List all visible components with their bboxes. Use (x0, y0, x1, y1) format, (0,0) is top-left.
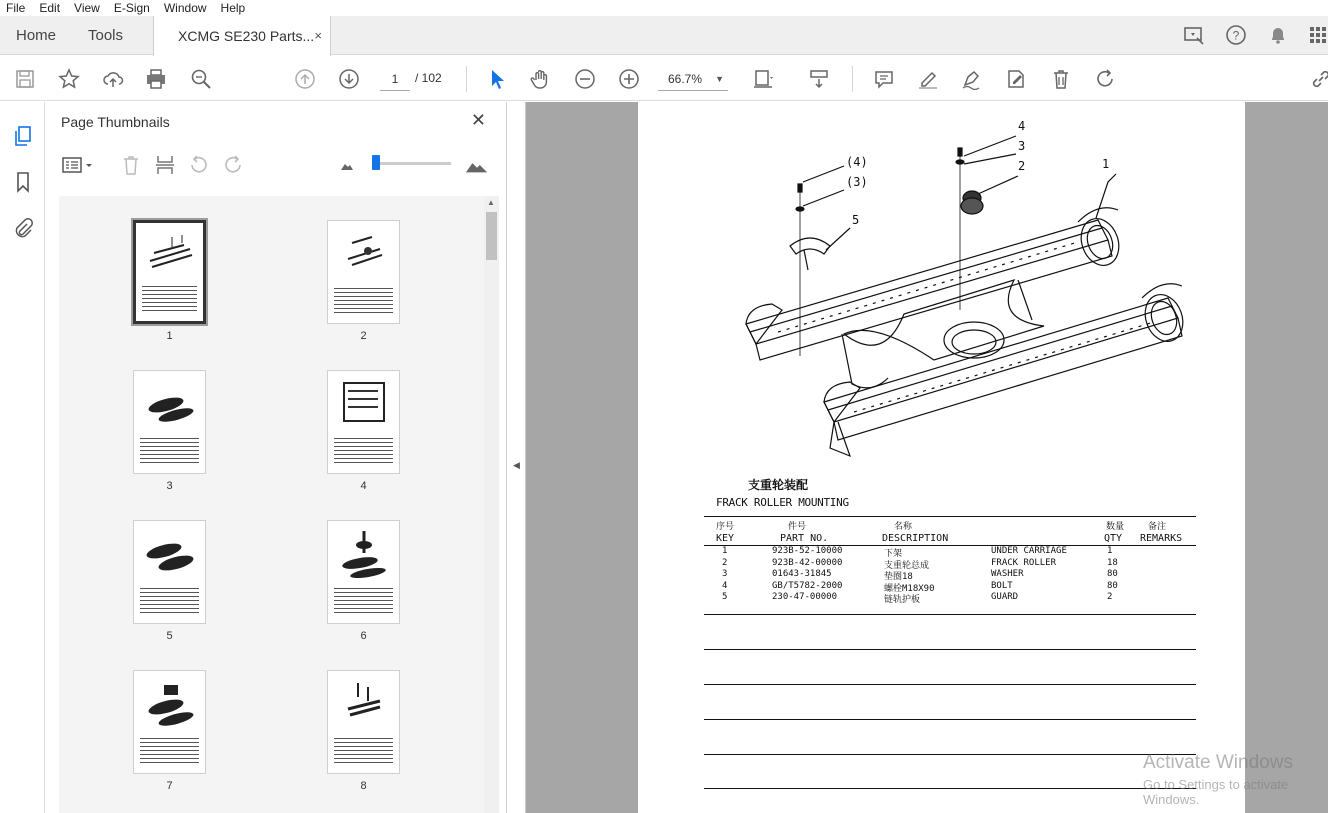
thumbnail-table (334, 585, 393, 615)
scroll-up-icon[interactable]: ▲ (487, 198, 495, 207)
row-desc: WASHER (991, 569, 1024, 580)
row-cn: 螺栓M18X90 (884, 583, 935, 594)
panel-title: Page Thumbnails (61, 114, 170, 130)
page-thumbnail[interactable] (327, 370, 400, 474)
thumbnails-list (59, 196, 484, 813)
attachment-icon[interactable] (11, 216, 35, 240)
toolbar-divider (852, 66, 853, 92)
thumbnail-label: 7 (166, 780, 173, 792)
thumbnail-drawing (144, 379, 196, 429)
header-qty: QTY (1104, 533, 1123, 544)
thumbnail-size-slider[interactable] (375, 162, 451, 165)
table-row (704, 569, 1196, 581)
thumbnail-label: 8 (360, 780, 367, 792)
tab-close-icon[interactable]: × (314, 28, 322, 43)
toolbar-divider (466, 66, 467, 92)
table-rule (704, 754, 1196, 755)
page-fit-icon[interactable] (750, 66, 776, 92)
thumbnail-drawing (146, 231, 198, 281)
row-cn: 链轨护板 (884, 595, 921, 606)
slider-handle[interactable] (372, 155, 380, 170)
page-thumbnail[interactable] (133, 670, 206, 774)
header-desc: DESCRIPTION (882, 533, 949, 544)
menu-help[interactable]: Help (220, 1, 246, 15)
thumbnails-scrollbar[interactable] (484, 196, 499, 813)
thumbnail-label: 2 (360, 330, 367, 342)
row-part: GB/T5782-2000 (772, 580, 843, 591)
next-page-icon[interactable] (336, 66, 362, 92)
star-icon[interactable] (56, 66, 82, 92)
document-canvas[interactable] (526, 102, 1328, 813)
menu-esign[interactable]: E-Sign (113, 1, 150, 15)
row-qty: 1 (1107, 546, 1113, 556)
select-cursor-icon[interactable] (484, 66, 510, 92)
page-thumbnails-icon[interactable] (11, 124, 35, 148)
activate-windows-watermark: Activate Windows (1143, 752, 1293, 773)
page-title-chinese: 支重轮装配 (748, 478, 809, 492)
row-desc: UNDER CARRIAGE (991, 546, 1067, 556)
row-part: 230-47-00000 (772, 592, 838, 603)
row-part: 923B-42-00000 (772, 557, 843, 568)
svg-text:?: ? (1232, 28, 1240, 43)
header-qty-cn: 数量 (1106, 522, 1125, 532)
small-thumbnails-icon[interactable] (335, 153, 359, 177)
document-area (507, 102, 1328, 813)
thumbnails-panel (45, 102, 507, 813)
rotate-icon[interactable] (1092, 66, 1118, 92)
thumbnail-table (140, 435, 199, 465)
thumbnail-drawing (144, 679, 196, 729)
header-key-cn: 序号 (716, 522, 735, 532)
tab-document-label: XCMG SE230 Parts... (178, 28, 315, 44)
page-number-input[interactable]: 1 (380, 67, 410, 91)
thumbnail-options-icon[interactable] (60, 153, 96, 177)
undercarriage-drawing (638, 102, 1245, 472)
pdf-page (638, 102, 1245, 813)
hand-tool-icon[interactable] (528, 66, 554, 92)
row-part: 01643-31845 (772, 569, 832, 580)
tab-tools[interactable]: Tools (88, 27, 124, 44)
row-qty: 80 (1107, 569, 1118, 580)
header-part-cn: 件号 (788, 522, 807, 532)
thumbnail-table (140, 585, 199, 615)
callout-5: 5 (852, 213, 860, 227)
table-row (704, 592, 1196, 604)
bell-icon[interactable] (1267, 24, 1289, 46)
rotate-left-icon[interactable] (187, 153, 211, 177)
header-part: PART NO. (780, 533, 829, 544)
row-desc: GUARD (991, 592, 1019, 603)
thumbnail-drawing (338, 229, 390, 279)
thumbnail-table (142, 283, 197, 313)
callout-3: 3 (1018, 139, 1026, 153)
trash-icon[interactable] (1048, 66, 1074, 92)
row-qty: 80 (1107, 580, 1118, 591)
tab-document[interactable] (153, 16, 331, 56)
menu-edit[interactable]: Edit (39, 1, 61, 15)
table-rule (704, 719, 1196, 720)
header-remarks-cn: 备注 (1148, 522, 1167, 532)
thumbnail-table (334, 285, 393, 315)
menu-view[interactable]: View (74, 1, 100, 15)
thumbnail-label: 3 (166, 480, 173, 492)
share-screen-icon[interactable] (1183, 24, 1205, 46)
header-desc-cn: 名称 (894, 522, 913, 532)
left-rail (0, 102, 45, 813)
zoom-level-select[interactable] (658, 67, 728, 91)
table-row (704, 546, 1196, 558)
help-icon[interactable] (1225, 24, 1247, 46)
table-rule (704, 788, 1196, 789)
parts-table-header (704, 516, 1196, 546)
insert-page-icon[interactable] (153, 153, 177, 177)
page-total: / 102 (415, 71, 442, 85)
page-thumbnail[interactable] (327, 220, 400, 324)
prev-page-icon[interactable] (292, 66, 318, 92)
tab-bar (0, 16, 1328, 55)
save-icon[interactable] (12, 66, 38, 92)
link-icon[interactable] (1308, 66, 1328, 92)
row-qty: 2 (1107, 592, 1113, 603)
thumbnail-table (334, 435, 393, 465)
row-cn: 垫圈18 (884, 572, 913, 583)
row-key: 2 (722, 557, 728, 568)
page-thumbnail[interactable] (133, 520, 206, 624)
panel-toolbar (45, 146, 507, 186)
table-row (704, 581, 1196, 593)
chevron-down-icon: ▼ (715, 73, 724, 84)
tab-home[interactable]: Home (16, 27, 57, 44)
highlight-pen-icon[interactable] (915, 66, 941, 92)
table-rule (704, 649, 1196, 650)
apps-grid-icon[interactable] (1307, 24, 1328, 46)
thumbnail-drawing (338, 379, 390, 429)
zoom-search-icon[interactable] (188, 66, 214, 92)
menu-window[interactable]: Window (163, 1, 207, 15)
delete-page-icon[interactable] (119, 153, 143, 177)
callout-paren-4: (4) (846, 155, 868, 169)
upload-icon[interactable] (100, 66, 126, 92)
table-row (704, 558, 1196, 570)
panel-close-icon[interactable]: ✕ (470, 110, 486, 130)
rotate-right-icon[interactable] (221, 153, 245, 177)
thumbnail-drawing (338, 679, 390, 729)
callout-4: 4 (1018, 119, 1026, 133)
header-key: KEY (716, 533, 735, 544)
page-thumbnail[interactable] (133, 370, 206, 474)
thumbnail-label: 5 (166, 630, 173, 642)
callout-2: 2 (1018, 159, 1026, 173)
row-qty: 18 (1107, 557, 1118, 568)
row-cn: 支重轮总成 (884, 560, 930, 571)
menu-bar (0, 0, 1328, 16)
collapse-panel-icon[interactable]: ◀ (513, 460, 520, 470)
row-part: 923B-52-10000 (772, 546, 843, 556)
thumbnail-label: 4 (360, 480, 367, 492)
large-thumbnails-icon[interactable] (465, 153, 489, 177)
row-key: 1 (722, 546, 728, 556)
activate-windows-subtext: Go to Settings to activate Windows. (1143, 777, 1289, 807)
thumbnail-label: 6 (360, 630, 367, 642)
menu-file[interactable]: File (6, 1, 26, 15)
draw-pen-icon[interactable] (959, 66, 985, 92)
table-rule (704, 684, 1196, 685)
comment-icon[interactable] (871, 66, 897, 92)
scrollbar-thumb[interactable] (486, 212, 497, 260)
thumbnail-table (140, 735, 199, 765)
header-remarks: REMARKS (1140, 533, 1183, 544)
thumbnail-drawing (338, 529, 390, 579)
callout-1: 1 (1102, 157, 1110, 171)
page-title-english: FRACK ROLLER MOUNTING (716, 496, 849, 509)
thumbnail-label: 1 (166, 330, 173, 342)
scroll-mode-icon[interactable] (806, 66, 832, 92)
bookmark-icon[interactable] (11, 170, 35, 194)
row-cn: 下架 (884, 549, 903, 559)
zoom-out-icon[interactable] (572, 66, 598, 92)
panel-splitter[interactable] (507, 102, 526, 813)
page-thumbnail[interactable] (327, 670, 400, 774)
row-key: 4 (722, 580, 728, 591)
table-rule (704, 614, 1196, 615)
row-desc: FRACK ROLLER (991, 557, 1057, 568)
zoom-in-icon[interactable] (616, 66, 642, 92)
print-icon[interactable] (143, 66, 169, 92)
row-key: 3 (722, 569, 728, 580)
thumbnail-table (334, 735, 393, 765)
parts-table (704, 516, 1196, 604)
callout-paren-3: (3) (846, 175, 868, 189)
thumbnail-drawing (144, 529, 196, 579)
edit-text-icon[interactable] (1003, 66, 1029, 92)
row-key: 5 (722, 592, 728, 603)
main-toolbar (0, 56, 1328, 101)
row-desc: BOLT (991, 580, 1013, 591)
page-thumbnail[interactable] (327, 520, 400, 624)
page-thumbnail[interactable] (133, 220, 206, 324)
zoom-level-value: 66.7% (668, 71, 703, 86)
